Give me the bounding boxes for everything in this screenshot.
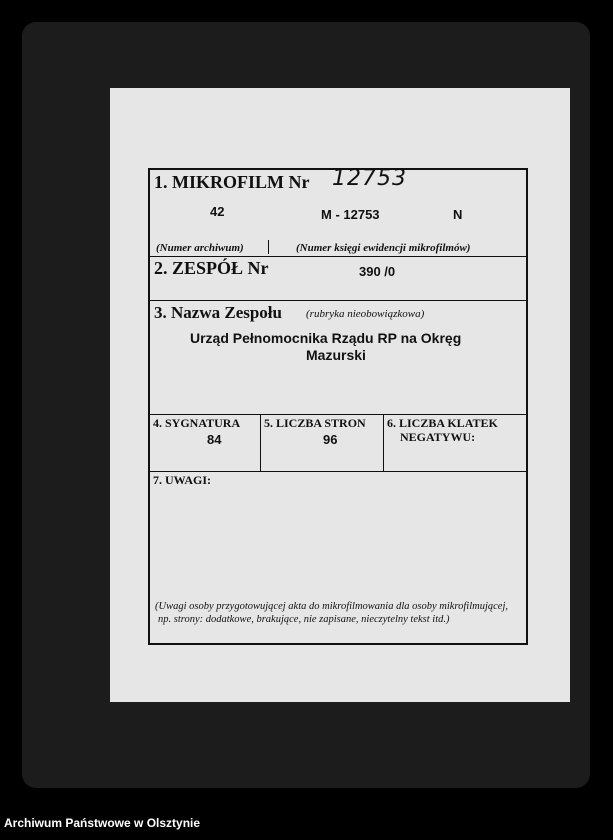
- sygnatura-value: 84: [207, 432, 222, 447]
- zespol-label: 2. ZESPÓŁ Nr: [154, 258, 269, 278]
- nazwa-label: 3. Nazwa Zespołu: [154, 303, 282, 322]
- register-number: M - 12753: [321, 207, 380, 222]
- caption-divider: [268, 240, 269, 254]
- uwagi-note-2: np. strony: dodatkowe, brakujące, nie zapisane, nieczytelny tekst itd.): [158, 614, 450, 625]
- sygnatura-label: 4. SYGNATURA: [153, 416, 241, 430]
- register-suffix: N: [453, 207, 463, 222]
- uwagi-label: 7. UWAGI:: [153, 473, 212, 487]
- mikrofilm-label: 1. MIKROFILM Nr: [154, 172, 310, 192]
- zespol-value: 390 /0: [359, 264, 396, 279]
- row-divider-3: [150, 414, 526, 415]
- nazwa-note: (rubryka nieobowiązkowa): [306, 308, 425, 320]
- klatki-label-1: 6. LICZBA KLATEK: [387, 416, 498, 430]
- col-divider-2: [383, 414, 384, 471]
- register-caption: (Numer księgi ewidencji mikrofilmów): [296, 242, 471, 254]
- mikrofilm-handwritten-number: 12753: [332, 166, 407, 191]
- row-divider-2: [150, 300, 526, 301]
- row-divider-1: [150, 256, 526, 257]
- nazwa-line-2: Mazurski: [306, 347, 366, 363]
- archive-caption: (Numer archiwum): [156, 242, 244, 254]
- col-divider-1: [260, 414, 261, 471]
- nazwa-line-1: Urząd Pełnomocnika Rządu RP na Okręg: [190, 330, 462, 346]
- klatki-label-2: NEGATYWU:: [400, 430, 476, 444]
- archive-footer: Archiwum Państwowe w Olsztynie: [4, 816, 201, 830]
- archive-number: 42: [210, 204, 225, 219]
- uwagi-note-1: (Uwagi osoby przygotowującej akta do mikrofilmowania dla osoby mikrofilmującej,: [155, 601, 508, 612]
- microfilm-card: [148, 168, 528, 645]
- row-divider-4: [150, 471, 526, 472]
- strony-value: 96: [323, 432, 338, 447]
- strony-label: 5. LICZBA STRON: [264, 416, 366, 430]
